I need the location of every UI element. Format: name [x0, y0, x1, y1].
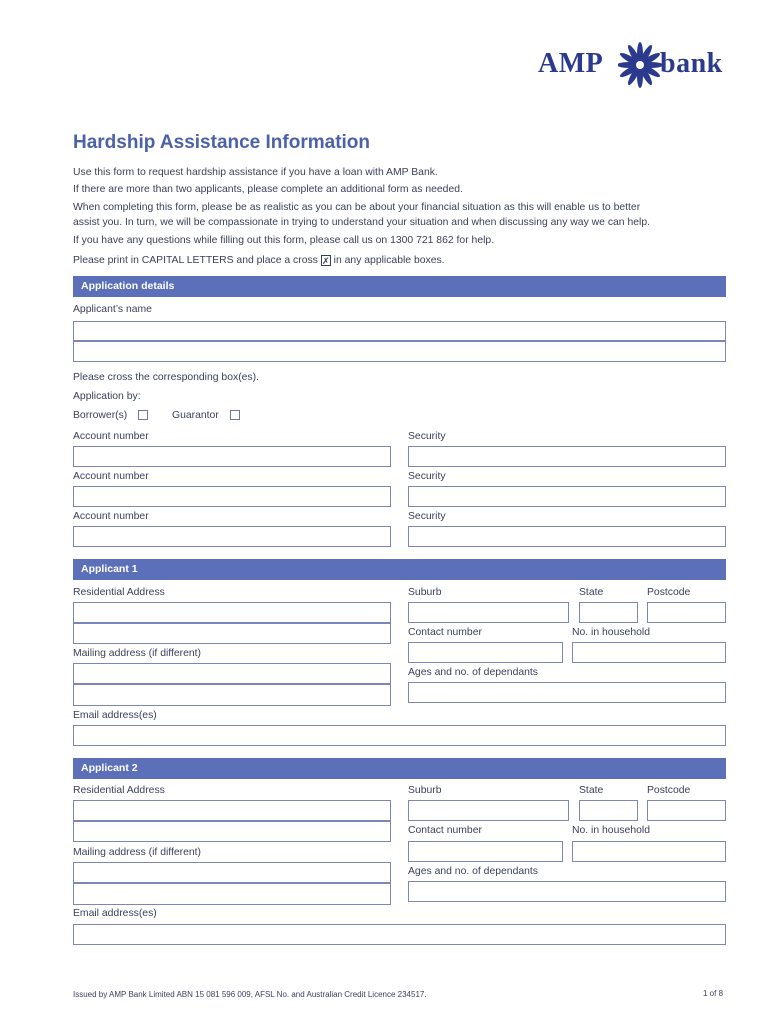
a1-postcode-label: Postcode	[647, 587, 691, 598]
a2-mailing-field-1[interactable]	[73, 862, 391, 883]
intro-line-5	[73, 253, 445, 268]
section-bar-application-details	[73, 276, 726, 297]
account-number-label-3: Account number	[73, 511, 149, 522]
starburst-logo-icon	[618, 40, 662, 90]
account-number-field-3[interactable]	[73, 526, 391, 547]
account-number-label-1: Account number	[73, 431, 149, 442]
account-number-field-2[interactable]	[73, 486, 391, 507]
logo-amp-text: AMP	[538, 48, 604, 79]
applicant-name-field-2[interactable]	[73, 341, 726, 362]
a1-household-field[interactable]	[572, 642, 726, 663]
a2-ages-field[interactable]	[408, 881, 726, 902]
a2-state-label: State	[579, 785, 604, 796]
borrower-label: Borrower(s)	[73, 410, 128, 421]
a1-postcode-field[interactable]	[647, 602, 726, 623]
a2-state-field[interactable]	[579, 800, 638, 821]
security-label-1: Security	[408, 431, 446, 442]
logo-bank-text: bank	[660, 48, 723, 79]
a1-mailing-field-1[interactable]	[73, 663, 391, 684]
a2-suburb-field[interactable]	[408, 800, 569, 821]
a2-email-label: Email address(es)	[73, 908, 157, 919]
section-heading: Applicant 1	[81, 563, 138, 575]
a2-mailing-label: Mailing address (if different)	[73, 847, 202, 858]
cross-instruction: Please cross the corresponding box(es).	[73, 372, 259, 383]
section-bar-applicant-2	[73, 758, 726, 779]
a2-household-label: No. in household	[572, 825, 650, 836]
a2-ages-label: Ages and no. of dependants	[408, 866, 538, 877]
a2-household-field[interactable]	[572, 841, 726, 862]
section-heading: Application details	[81, 280, 175, 292]
intro-line-5-post: in any applicable boxes.	[333, 255, 445, 266]
a1-email-field[interactable]	[73, 725, 726, 746]
cross-example-icon: ✗	[321, 256, 330, 266]
a1-state-label: State	[579, 587, 604, 598]
applicant-name-field-1[interactable]	[73, 321, 726, 341]
applicant-name-label: Applicant’s name	[73, 304, 152, 315]
account-number-field-1[interactable]	[73, 446, 391, 467]
a2-mailing-field-2[interactable]	[73, 883, 391, 905]
a1-mailing-label: Mailing address (if different)	[73, 648, 202, 659]
borrower-checkbox[interactable]	[138, 410, 148, 420]
security-field-1[interactable]	[408, 446, 726, 467]
a1-contact-label: Contact number	[408, 627, 482, 638]
security-label-2: Security	[408, 471, 446, 482]
a1-residential-label: Residential Address	[73, 587, 165, 598]
amp-bank-logo	[538, 40, 728, 92]
a2-contact-field[interactable]	[408, 841, 563, 862]
a1-ages-field[interactable]	[408, 682, 726, 703]
security-field-3[interactable]	[408, 526, 726, 547]
a2-residential-field-2[interactable]	[73, 821, 391, 842]
guarantor-checkbox[interactable]	[230, 410, 240, 420]
a2-email-field[interactable]	[73, 924, 726, 945]
page-number: 1 of 8	[703, 989, 724, 998]
guarantor-label: Guarantor	[172, 410, 219, 421]
a2-residential-label: Residential Address	[73, 785, 165, 796]
a1-suburb-field[interactable]	[408, 602, 569, 623]
section-heading: Applicant 2	[81, 762, 138, 774]
a2-contact-label: Contact number	[408, 825, 482, 836]
a2-suburb-label: Suburb	[408, 785, 442, 796]
footer-issued-text: Issued by AMP Bank Limited ABN 15 081 596 009, AFSL No. and Australian Credit Licence 234517.	[73, 990, 427, 999]
a2-postcode-field[interactable]	[647, 800, 726, 821]
a1-ages-label: Ages and no. of dependants	[408, 667, 538, 678]
intro-line-2: If there are more than two applicants, please complete an additional form as needed.	[73, 184, 463, 195]
a1-residential-field-1[interactable]	[73, 602, 391, 623]
intro-line-4: If you have any questions while filling out this form, please call us on 1300 721 862 for help.	[73, 235, 495, 246]
a2-residential-field-1[interactable]	[73, 800, 391, 821]
a1-email-label: Email address(es)	[73, 710, 157, 721]
a1-household-label: No. in household	[572, 627, 650, 638]
a1-mailing-field-2[interactable]	[73, 684, 391, 706]
intro-line-5-pre: Please print in CAPITAL LETTERS and place a cross	[73, 255, 318, 266]
section-bar-applicant-1	[73, 559, 726, 580]
a2-postcode-label: Postcode	[647, 785, 691, 796]
intro-line-3a: When completing this form, please be as realistic as you can be about your financial situation as this will enable us to better	[73, 202, 641, 213]
intro-line-1: Use this form to request hardship assistance if you have a loan with AMP Bank.	[73, 167, 438, 178]
account-number-label-2: Account number	[73, 471, 149, 482]
a1-contact-field[interactable]	[408, 642, 563, 663]
security-label-3: Security	[408, 511, 446, 522]
application-by-label: Application by:	[73, 391, 141, 402]
intro-line-3b: assist you. In turn, we will be compassionate in trying to understand your situation and when discussing any way we can help.	[73, 217, 650, 228]
a1-state-field[interactable]	[579, 602, 638, 623]
security-field-2[interactable]	[408, 486, 726, 507]
a1-residential-field-2[interactable]	[73, 623, 391, 644]
a1-suburb-label: Suburb	[408, 587, 442, 598]
page-title: Hardship Assistance Information	[73, 132, 371, 153]
